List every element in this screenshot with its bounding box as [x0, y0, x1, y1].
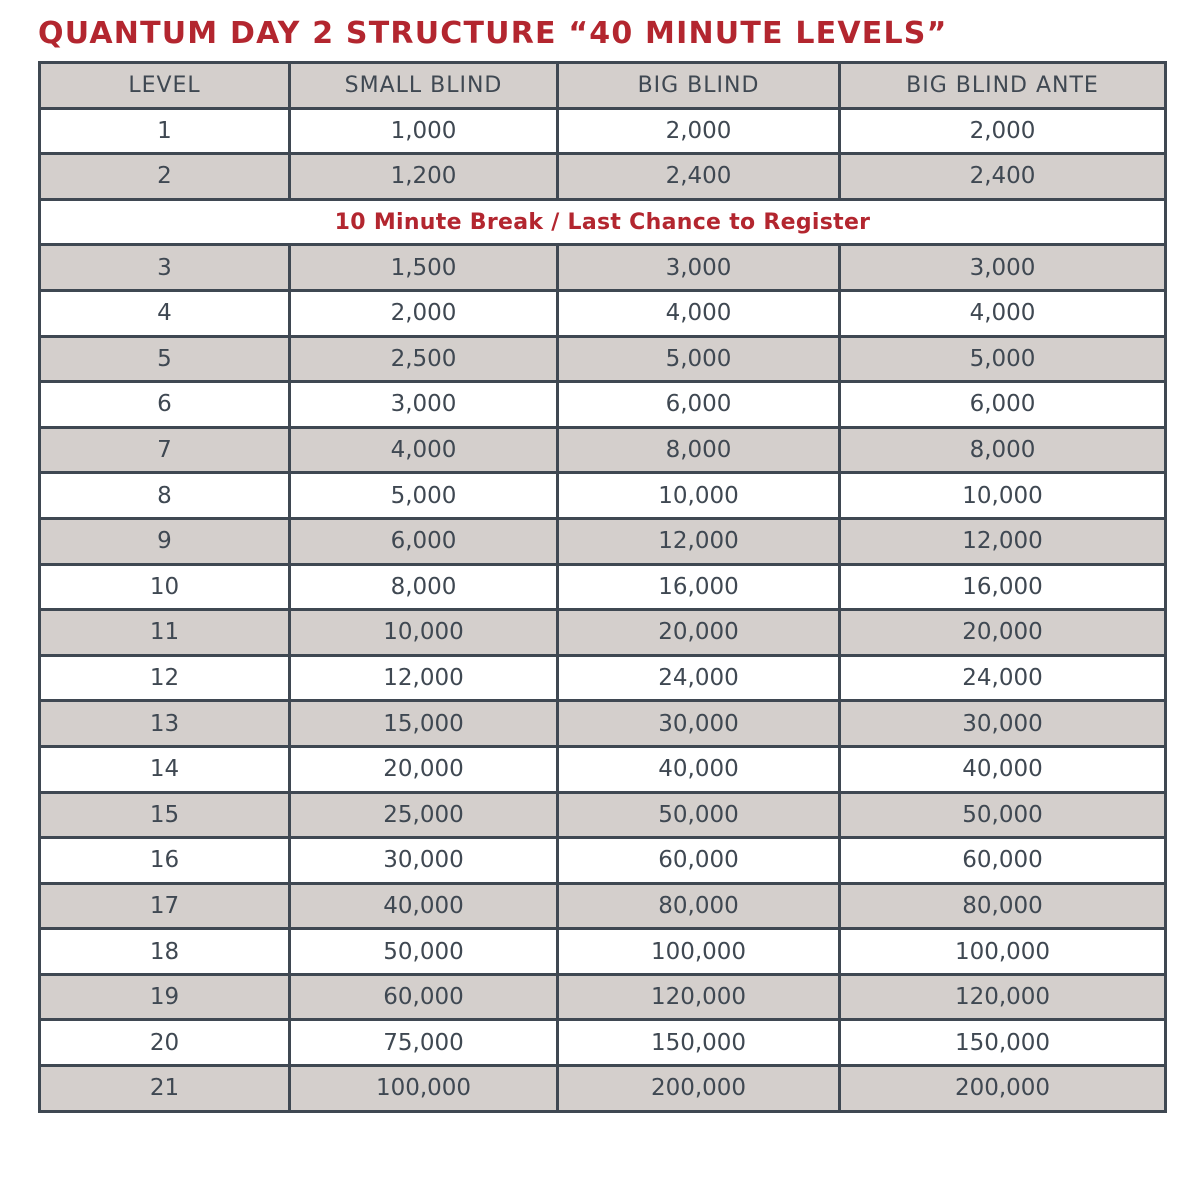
level-cell: 11 [40, 610, 290, 656]
big-blind-cell: 4,000 [558, 290, 840, 336]
table-row [40, 746, 1166, 792]
table-row [40, 929, 1166, 975]
level-cell: 13 [40, 701, 290, 747]
blind-structure-table [38, 61, 1167, 1113]
level-cell: 3 [40, 245, 290, 291]
table-row [40, 974, 1166, 1020]
small-blind-cell: 1,000 [290, 108, 558, 154]
big-blind-cell: 200,000 [558, 1066, 840, 1112]
big-blind-cell: 20,000 [558, 610, 840, 656]
big-blind-cell: 10,000 [558, 473, 840, 519]
level-cell: 16 [40, 838, 290, 884]
small-blind-cell: 1,200 [290, 154, 558, 200]
small-blind-cell: 6,000 [290, 518, 558, 564]
small-blind-cell: 1,500 [290, 245, 558, 291]
table-row [40, 382, 1166, 428]
big-blind-ante-cell: 2,000 [840, 108, 1166, 154]
small-blind-cell: 40,000 [290, 883, 558, 929]
big-blind-ante-cell: 200,000 [840, 1066, 1166, 1112]
header-big-blind: BIG BLIND [558, 63, 840, 109]
big-blind-ante-cell: 30,000 [840, 701, 1166, 747]
table-row [40, 1066, 1166, 1112]
table-row [40, 154, 1166, 200]
big-blind-ante-cell: 24,000 [840, 655, 1166, 701]
big-blind-cell: 60,000 [558, 838, 840, 884]
big-blind-ante-cell: 16,000 [840, 564, 1166, 610]
table-row [40, 838, 1166, 884]
small-blind-cell: 100,000 [290, 1066, 558, 1112]
level-cell: 9 [40, 518, 290, 564]
small-blind-cell: 2,500 [290, 336, 558, 382]
page-title: QUANTUM DAY 2 STRUCTURE “40 MINUTE LEVELS” [38, 16, 948, 51]
table-row [40, 245, 1166, 291]
table-row [40, 473, 1166, 519]
table-row [40, 564, 1166, 610]
level-cell: 19 [40, 974, 290, 1020]
big-blind-ante-cell: 20,000 [840, 610, 1166, 656]
big-blind-cell: 30,000 [558, 701, 840, 747]
small-blind-cell: 5,000 [290, 473, 558, 519]
big-blind-cell: 3,000 [558, 245, 840, 291]
table-row [40, 655, 1166, 701]
big-blind-cell: 50,000 [558, 792, 840, 838]
big-blind-ante-cell: 80,000 [840, 883, 1166, 929]
table-row [40, 1020, 1166, 1066]
small-blind-cell: 15,000 [290, 701, 558, 747]
big-blind-cell: 16,000 [558, 564, 840, 610]
big-blind-cell: 12,000 [558, 518, 840, 564]
level-cell: 12 [40, 655, 290, 701]
big-blind-cell: 2,000 [558, 108, 840, 154]
big-blind-ante-cell: 100,000 [840, 929, 1166, 975]
level-cell: 7 [40, 427, 290, 473]
small-blind-cell: 8,000 [290, 564, 558, 610]
level-cell: 10 [40, 564, 290, 610]
table-row [40, 610, 1166, 656]
table-header [40, 63, 1166, 109]
big-blind-ante-cell: 40,000 [840, 746, 1166, 792]
big-blind-cell: 2,400 [558, 154, 840, 200]
big-blind-cell: 5,000 [558, 336, 840, 382]
big-blind-ante-cell: 12,000 [840, 518, 1166, 564]
level-cell: 18 [40, 929, 290, 975]
big-blind-cell: 150,000 [558, 1020, 840, 1066]
level-cell: 21 [40, 1066, 290, 1112]
small-blind-cell: 3,000 [290, 382, 558, 428]
small-blind-cell: 4,000 [290, 427, 558, 473]
small-blind-cell: 20,000 [290, 746, 558, 792]
header-big-blind-ante: BIG BLIND ANTE [840, 63, 1166, 109]
break-label: 10 Minute Break / Last Chance to Register [40, 199, 1166, 245]
level-cell: 2 [40, 154, 290, 200]
big-blind-ante-cell: 8,000 [840, 427, 1166, 473]
header-level: LEVEL [40, 63, 290, 109]
header-small-blind: SMALL BLIND [290, 63, 558, 109]
big-blind-ante-cell: 5,000 [840, 336, 1166, 382]
level-cell: 15 [40, 792, 290, 838]
big-blind-ante-cell: 6,000 [840, 382, 1166, 428]
level-cell: 5 [40, 336, 290, 382]
table-row [40, 108, 1166, 154]
table-row [40, 336, 1166, 382]
big-blind-cell: 24,000 [558, 655, 840, 701]
level-cell: 1 [40, 108, 290, 154]
big-blind-ante-cell: 2,400 [840, 154, 1166, 200]
small-blind-cell: 75,000 [290, 1020, 558, 1066]
level-cell: 4 [40, 290, 290, 336]
big-blind-cell: 120,000 [558, 974, 840, 1020]
level-cell: 17 [40, 883, 290, 929]
big-blind-ante-cell: 120,000 [840, 974, 1166, 1020]
level-cell: 14 [40, 746, 290, 792]
small-blind-cell: 60,000 [290, 974, 558, 1020]
small-blind-cell: 25,000 [290, 792, 558, 838]
small-blind-cell: 12,000 [290, 655, 558, 701]
big-blind-cell: 8,000 [558, 427, 840, 473]
table-row [40, 883, 1166, 929]
big-blind-cell: 80,000 [558, 883, 840, 929]
header-row [40, 63, 1166, 109]
small-blind-cell: 30,000 [290, 838, 558, 884]
big-blind-ante-cell: 3,000 [840, 245, 1166, 291]
big-blind-cell: 40,000 [558, 746, 840, 792]
level-cell: 8 [40, 473, 290, 519]
big-blind-ante-cell: 4,000 [840, 290, 1166, 336]
level-cell: 6 [40, 382, 290, 428]
break-row [40, 199, 1166, 245]
big-blind-ante-cell: 150,000 [840, 1020, 1166, 1066]
table-row [40, 792, 1166, 838]
small-blind-cell: 10,000 [290, 610, 558, 656]
big-blind-ante-cell: 10,000 [840, 473, 1166, 519]
table-row [40, 427, 1166, 473]
table-row [40, 290, 1166, 336]
level-cell: 20 [40, 1020, 290, 1066]
big-blind-cell: 6,000 [558, 382, 840, 428]
small-blind-cell: 50,000 [290, 929, 558, 975]
big-blind-ante-cell: 50,000 [840, 792, 1166, 838]
table-row [40, 701, 1166, 747]
big-blind-cell: 100,000 [558, 929, 840, 975]
table-row [40, 518, 1166, 564]
table-body [40, 108, 1166, 1111]
big-blind-ante-cell: 60,000 [840, 838, 1166, 884]
small-blind-cell: 2,000 [290, 290, 558, 336]
